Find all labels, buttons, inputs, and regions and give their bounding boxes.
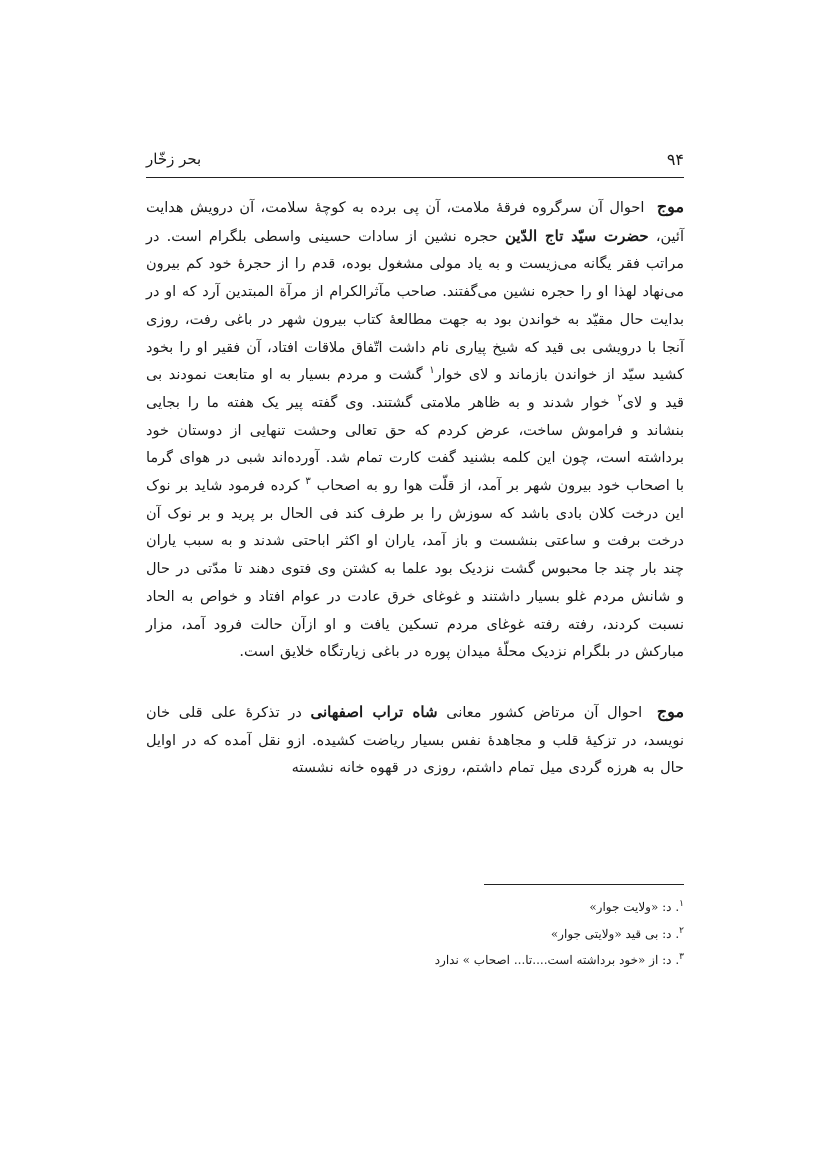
footnote-number: ۲ [679, 925, 684, 936]
footnote-item [264, 920, 684, 947]
footnote-item [264, 893, 684, 920]
footnote-text: . د: بی قید «ولایتی جوار» [550, 926, 680, 941]
footnote-text: . د: از «خود برداشته است....تا... اصحاب » ندارد [434, 953, 680, 967]
running-title: بحر زخّار [146, 150, 202, 168]
page-number: ۹۴ [666, 150, 684, 169]
paragraph-shah-turab [146, 698, 684, 783]
paragraph-text: حجره نشین از سادات حسینی واسطی بلگرام است. در مراتب فقر یگانه می‌زیست و به یاد مولی مشغول بوده، قدم را از حجرهٔ خود کم بیرون می‌نهاد لهذا او را حجره نشین می‌گفتند. صاحب مآثرالکرام از مرآة المبتدین آرد که او در بدایت حال مقیّد به خواندن بود به جهت مطالعهٔ کتاب بیرون شهر در باغی رفت، روزی آنجا با درویشی بی قید که شیخ پیاری نام داشت اتّفاق ملاقات افتاد، آن فقیر او را بخود کشید سیّد از خواندن بازماند و لای خوار [146, 228, 684, 384]
header-rule [146, 177, 684, 178]
section-marker: موج [656, 701, 685, 721]
paragraph-text: احوال آن مرتاض کشور معانی [446, 704, 643, 721]
paragraph-text: گشت و مردم بسیار به او متابعت نمودند بی قید و لای [146, 367, 684, 411]
paragraph-text: کرده فرمود شاید بر نوک این درخت کلان بادی باشد که سوزش را بر طرف کند فی الحال بر پرید و بر نوک آن درخت برفت و ساعتی بنشست و باز آمد، یاران او اکثر اباحتی شدند و به سبب یاران چند بار چند جا محبوس گشت نزدیک بود علما به کشتن وی فتوی دهند تا مدّتی در حال و شانش مردم غلو بسیار داشتند و غوغای خرق عادت در عوام افتاد و خواص به الحاد نسبت کردند، رفته رفته غوغای مردم تسکین یافت و او ازآن حالت فرود آمد، مزار مبارکش در بلگرام نزدیک محلّهٔ میدان پوره در باغی زیارتگاه خلایق است. [146, 478, 684, 661]
footnotes [264, 893, 684, 973]
footnote-item [264, 946, 684, 973]
footnote-separator [484, 884, 684, 885]
paragraph-text: خوار شدند و به ظاهر ملامتی گشتند. وی گفته پیر یک هفته ما را بجایی بنشاند و فراموش ساخت، عرض کردم که حق تعالی وحشت تنهایی از دوستان خود برداشته است، چون این کلمه بشنید گفت کارت تمام شد. آورده‌اند شبی در هوای گرما با اصحاب خود بیرون شهر بر آمد، از قلّت هوا رو به اصحاب [146, 394, 685, 495]
footnote-text: . د: «ولایت جوار» [589, 900, 680, 914]
footnote-number: ۱ [679, 899, 684, 909]
footnote-number: ۳ [679, 952, 684, 962]
footnote-reference[interactable]: ۳ [305, 476, 311, 488]
paragraph-text: در تذکرهٔ علی قلی خان نویسد، در تزکیهٔ قلب و مجاهدهٔ نفس بسیار ریاضت کشیده. ازو نقل آمده که در اوایل حال به هرزه گردی میل تمام داشتم، روزی در قهوه خانه نشسته [146, 704, 684, 777]
page-header [146, 140, 684, 176]
footnote-reference[interactable]: ۲ [617, 393, 623, 405]
paragraph-taj-al-din [146, 193, 684, 667]
section-marker: موج [656, 197, 685, 216]
paragraph-text: احوال آن سرگروه فرقهٔ ملامت، آن پی برده به کوچهٔ سلامت، آن درویش هدایت آئین، [146, 200, 684, 245]
footnote-reference[interactable]: ۱ [429, 365, 435, 377]
person-name-emphasis: شاه تراب اصفهانی [310, 702, 438, 721]
person-name-emphasis: حضرت سیّد تاج الدّین [504, 226, 649, 245]
main-text [146, 193, 684, 783]
